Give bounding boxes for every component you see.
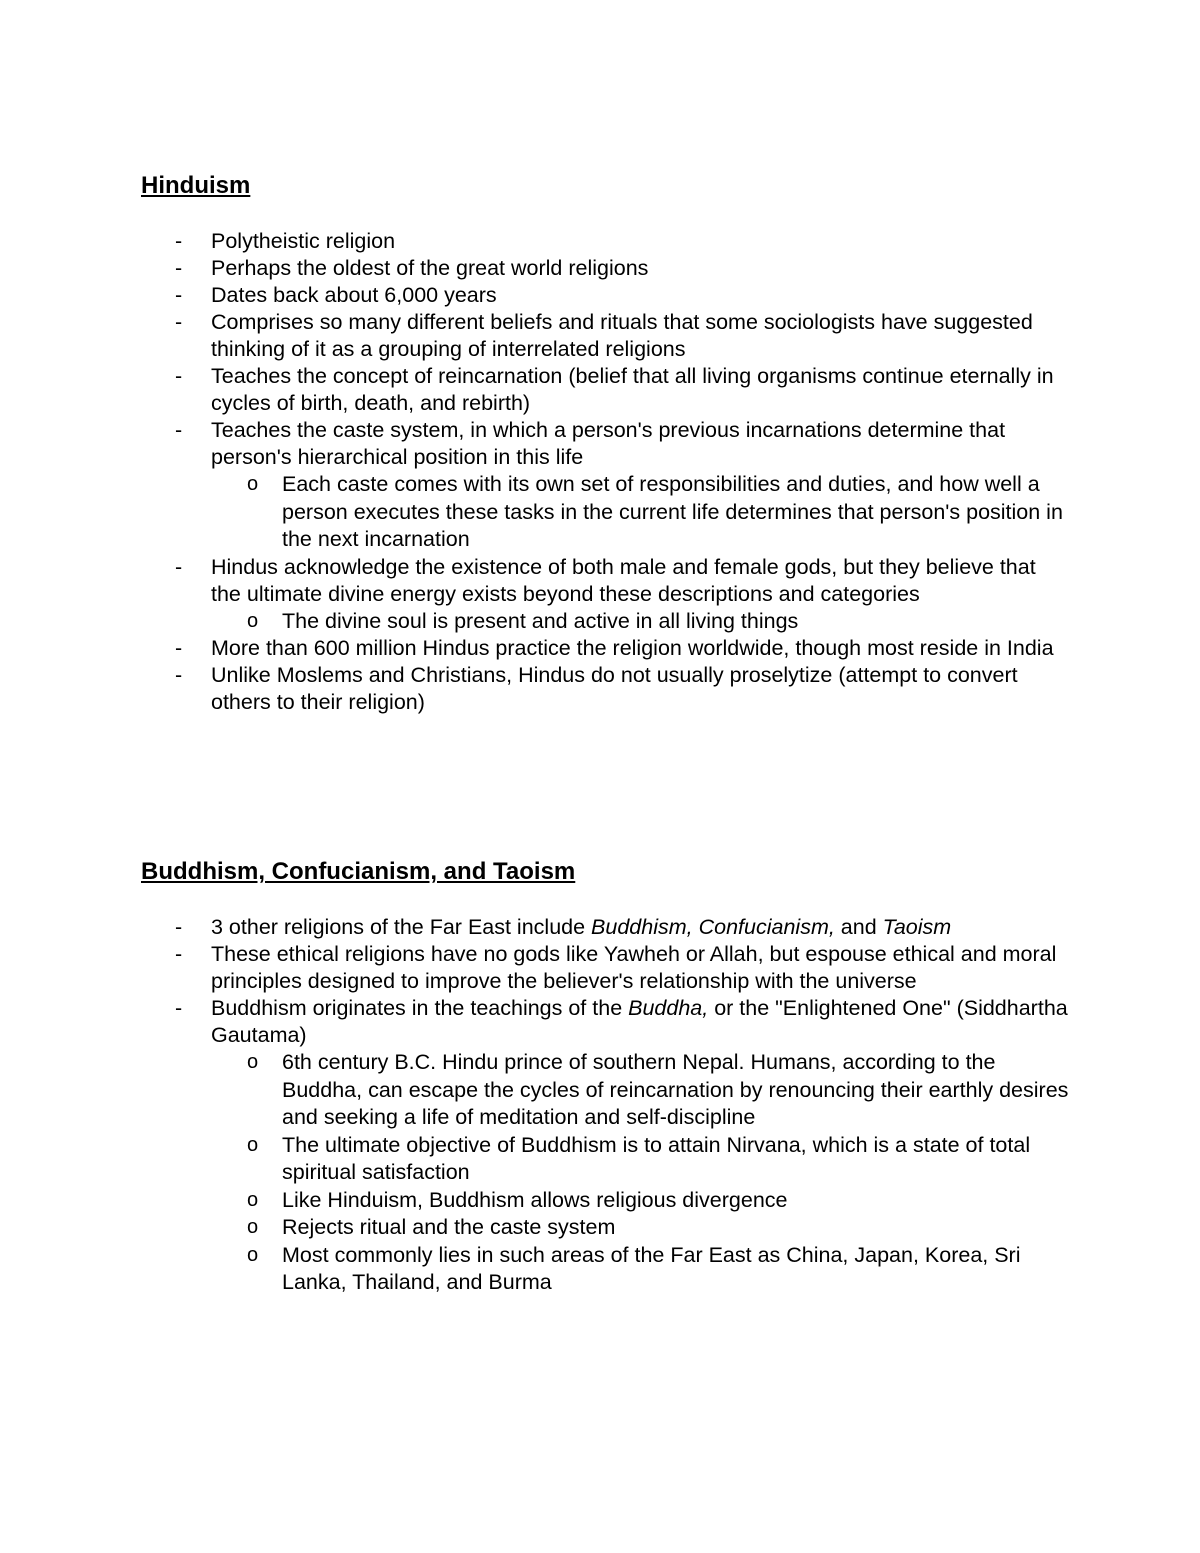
dash-bullet-icon: - [175,915,183,939]
dash-bullet-icon: - [175,663,183,687]
list-item-text: Teaches the caste system, in which a person's previous incarnations determine that person's hierarchical position in this life [211,418,1006,469]
list-item [141,995,1071,1297]
sub-list-item-text: The divine soul is present and active in all living things [282,608,799,633]
list-item-text: Dates back about 6,000 years [211,283,497,307]
circle-bullet-icon: o [247,1133,259,1156]
list-item [141,309,1071,363]
list-item-text: Unlike Moslems and Christians, Hindus do not usually proselytize (attempt to convert others to their religion) [211,663,1018,714]
dash-bullet-icon: - [175,256,183,280]
circle-bullet-icon: o [247,473,259,495]
section-buddhism-confucianism-taoism [141,856,1071,1297]
sub-list-item [141,1214,1071,1242]
circle-bullet-icon: o [247,1243,259,1266]
buddhism-bullet-list [141,914,1071,1297]
list-item-text: 3 other religions of the Far East include Buddhism, Confucianism, and Taoism [211,915,952,939]
list-item [141,228,1071,255]
list-item [141,282,1071,309]
list-item-text: Hindus acknowledge the existence of both male and female gods, but they believe that the ultimate divine energy exists beyond these descriptions and categories [211,554,1036,606]
sub-list-item-text: Like Hinduism, Buddhism allows religious divergence [282,1187,788,1212]
circle-bullet-icon: o [247,609,259,632]
dash-bullet-icon: - [175,310,183,334]
dash-bullet-icon: - [175,229,183,253]
sub-list-item [141,1049,1071,1132]
dash-bullet-icon: - [175,636,183,660]
sub-list-item-text: Most commonly lies in such areas of the Far East as China, Japan, Korea, Sri Lanka, Thailand, and Burma [282,1242,1021,1294]
dash-bullet-icon: - [175,942,183,966]
list-item-text: More than 600 million Hindus practice the religion worldwide, though most reside in India [211,636,1054,660]
list-item-text: These ethical religions have no gods like Yawheh or Allah, but espouse ethical and moral principles designed to improve the believer's relationship with the universe [211,942,1057,993]
sub-list-item-text: Rejects ritual and the caste system [282,1215,616,1239]
list-item-text: Perhaps the oldest of the great world religions [211,256,649,280]
sub-bullet-list [141,471,1071,554]
list-item [141,363,1071,417]
list-item [141,417,1071,554]
sub-list-item [141,471,1071,554]
sub-list-item-text: Each caste comes with its own set of responsibilities and duties, and how well a person executes these tasks in the current life determines that person's position in the next incarnation [282,472,1063,551]
list-item [141,914,1071,941]
dash-bullet-icon: - [175,554,183,579]
circle-bullet-icon: o [247,1216,259,1238]
list-item-text: Polytheistic religion [211,229,396,253]
list-item [141,255,1071,282]
dash-bullet-icon: - [175,283,183,307]
list-item [141,635,1071,662]
sub-bullet-list [141,608,1071,636]
section-heading-hinduism: Hinduism [141,172,251,199]
sub-bullet-list [141,1049,1071,1297]
dash-bullet-icon: - [175,364,183,388]
list-item [141,941,1071,995]
emphasis-text: Taoism [882,915,952,939]
list-item [141,554,1071,636]
circle-bullet-icon: o [247,1051,259,1073]
sub-list-item [141,1187,1071,1215]
circle-bullet-icon: o [247,1188,259,1211]
emphasis-text: Buddha, [628,996,709,1020]
sub-list-item-text: The ultimate objective of Buddhism is to attain Nirvana, which is a state of total spiritual satisfaction [282,1132,1031,1184]
emphasis-text: Buddhism, Confucianism, [591,915,835,939]
list-item-text: Buddhism originates in the teachings of the Buddha, or the "Enlightened One" (Siddhartha Gautama) [211,996,1068,1047]
sub-list-item [141,1132,1071,1187]
list-item-text: Comprises so many different beliefs and rituals that some sociologists have suggested thinking of it as a grouping of interrelated religions [211,310,1033,361]
section-hinduism [141,170,1071,716]
hinduism-bullet-list [141,228,1071,716]
list-item [141,662,1071,716]
list-item-text: Teaches the concept of reincarnation (belief that all living organisms continue eternally in cycles of birth, death, and rebirth) [211,364,1054,415]
dash-bullet-icon: - [175,996,183,1020]
dash-bullet-icon: - [175,418,183,442]
sub-list-item [141,608,1071,636]
sub-list-item [141,1242,1071,1297]
sub-list-item-text: 6th century B.C. Hindu prince of southern Nepal. Humans, according to the Buddha, can escape the cycles of reincarnation by renouncing their earthly desires and seeking a life of meditation and self-discipline [282,1050,1069,1129]
section-heading-buddhism: Buddhism, Confucianism, and Taoism [141,858,576,885]
